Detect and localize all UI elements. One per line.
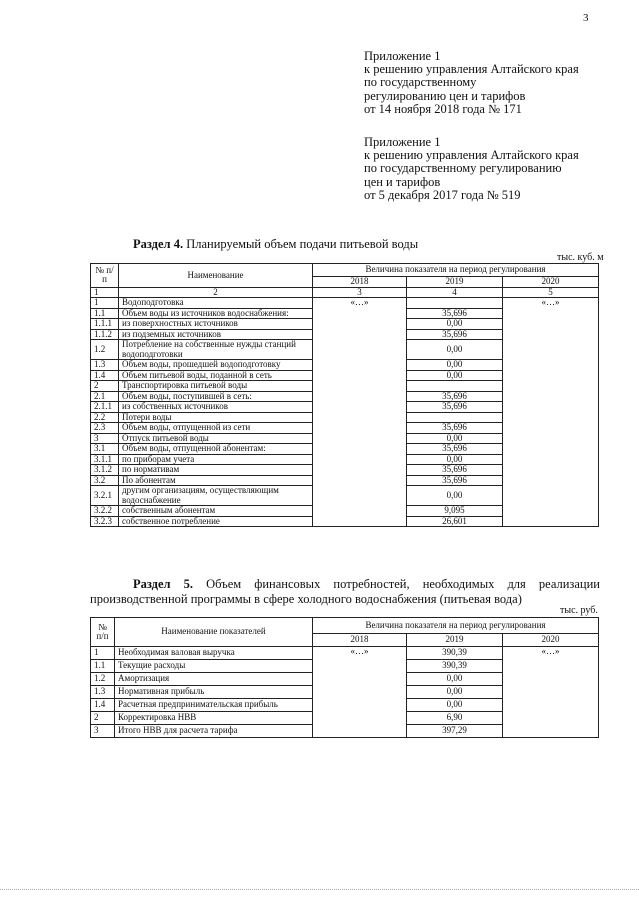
value-2019: 35,696 xyxy=(407,465,503,476)
value-2019: 35,696 xyxy=(407,308,503,319)
column-header-year: 2019 xyxy=(407,634,503,647)
row-number: 3.2.2 xyxy=(91,506,119,517)
row-number: 3.2.1 xyxy=(91,486,119,506)
column-index: 1 xyxy=(91,287,119,298)
value-2019: 397,29 xyxy=(407,725,503,738)
appendix-line: от 14 ноября 2018 года № 171 xyxy=(364,101,522,116)
row-number: 1.4 xyxy=(91,699,115,712)
section-4-heading: Планируемый объем подачи питьевой воды xyxy=(186,237,419,251)
row-number: 2 xyxy=(91,712,115,725)
value-2019 xyxy=(407,298,503,309)
column-header-name: Наименование xyxy=(119,264,313,288)
row-number: 1.3 xyxy=(91,686,115,699)
row-number: 1.2 xyxy=(91,673,115,686)
appendix-line: от 5 декабря 2017 года № 519 xyxy=(364,187,521,202)
value-2019: 0,00 xyxy=(407,319,503,330)
column-header-year: 2020 xyxy=(503,634,599,647)
row-name: Объем питьевой воды, поданной в сеть xyxy=(119,370,313,381)
value-2019: 35,696 xyxy=(407,329,503,340)
row-name: собственным абонентам xyxy=(119,506,313,517)
row-name: Объем воды, отпущенной из сети xyxy=(119,423,313,434)
value-2019: 390,39 xyxy=(407,660,503,673)
value-2019: 0,00 xyxy=(407,370,503,381)
appendix-line: Приложение 1 xyxy=(364,135,441,149)
row-name: Отпуск питьевой воды xyxy=(119,433,313,444)
row-name: Водоподготовка xyxy=(119,298,313,309)
row-name: другим организациям, осуществляющим водоснабжение xyxy=(119,486,313,506)
row-number: 2.3 xyxy=(91,423,119,434)
appendix-line: к решению управления Алтайского края xyxy=(364,148,579,163)
value-2019: 26,601 xyxy=(407,516,503,527)
row-number: 1 xyxy=(91,298,119,309)
row-name: из подземных источников xyxy=(119,329,313,340)
column-header-year: 2018 xyxy=(313,277,407,288)
row-number: 3.2 xyxy=(91,475,119,486)
value-2019: 35,696 xyxy=(407,475,503,486)
value-2019: 35,696 xyxy=(407,444,503,455)
row-name: Корректировка НВВ xyxy=(115,712,313,725)
section-5-label: Раздел 5. xyxy=(133,577,194,591)
table-row xyxy=(91,647,599,660)
section-5-title xyxy=(90,577,600,607)
section-4-label: Раздел 4. xyxy=(133,237,184,251)
row-number: 3.1.1 xyxy=(91,454,119,465)
value-2019: 35,696 xyxy=(407,423,503,434)
row-number: 3 xyxy=(91,725,115,738)
value-2019 xyxy=(407,381,503,392)
value-2018: «…» xyxy=(313,647,407,738)
row-number: 1.1.1 xyxy=(91,319,119,330)
row-name: Объем воды, поступившей в сеть: xyxy=(119,391,313,402)
row-number: 2 xyxy=(91,381,119,392)
value-2020: «…» xyxy=(503,647,599,738)
value-2019: 0,00 xyxy=(407,340,503,360)
value-2019: 0,00 xyxy=(407,454,503,465)
row-name: Объем воды, отпущенной абонентам: xyxy=(119,444,313,455)
section-5-heading: Объем финансовых потребностей, необходимых для реализации производственной программы в сфере холодного водоснабжения (питьевая вода) xyxy=(90,577,600,606)
row-number: 3 xyxy=(91,433,119,444)
value-2019: 0,00 xyxy=(407,360,503,371)
row-name: из поверхностных источников xyxy=(119,319,313,330)
appendix-line: регулированию цен и тарифов xyxy=(364,88,526,103)
row-name: Необходимая валовая выручка xyxy=(115,647,313,660)
row-number: 2.2 xyxy=(91,412,119,423)
value-2019: 35,696 xyxy=(407,402,503,413)
row-name: собственное потребление xyxy=(119,516,313,527)
section-5-unit: тыс. руб. xyxy=(560,605,598,616)
row-name: Объем воды из источников водоснабжения: xyxy=(119,308,313,319)
column-index: 5 xyxy=(503,287,599,298)
row-number: 1.2 xyxy=(91,340,119,360)
value-2019: 35,696 xyxy=(407,391,503,402)
column-header-period: Величина показателя на период регулирования xyxy=(313,618,599,634)
row-number: 1.1 xyxy=(91,660,115,673)
column-index: 3 xyxy=(313,287,407,298)
column-header-number: № п/п xyxy=(91,618,115,647)
appendix-header-current xyxy=(364,50,579,116)
value-2019: 0,00 xyxy=(407,699,503,712)
column-header-year: 2019 xyxy=(407,277,503,288)
appendix-line: Приложение 1 xyxy=(364,49,441,63)
row-name: Итого НВВ для расчета тарифа xyxy=(115,725,313,738)
row-number: 1.4 xyxy=(91,370,119,381)
value-2019: 0,00 xyxy=(407,673,503,686)
row-number: 3.1.2 xyxy=(91,465,119,476)
row-name: Транспортировка питьевой воды xyxy=(119,381,313,392)
table-row xyxy=(91,298,599,309)
column-header-year: 2018 xyxy=(313,634,407,647)
value-2019: 0,00 xyxy=(407,433,503,444)
row-name: по приборам учета xyxy=(119,454,313,465)
row-number: 1.1.2 xyxy=(91,329,119,340)
column-index: 2 xyxy=(119,287,313,298)
column-header-name: Наименование показателей xyxy=(115,618,313,647)
value-2019: 9,095 xyxy=(407,506,503,517)
appendix-line: к решению управления Алтайского края xyxy=(364,62,579,77)
row-name: По абонентам xyxy=(119,475,313,486)
row-name: Амортизация xyxy=(115,673,313,686)
column-header-period: Величина показателя на период регулирования xyxy=(313,264,599,277)
row-number: 1.1 xyxy=(91,308,119,319)
row-number: 3.2.3 xyxy=(91,516,119,527)
appendix-line: по государственному регулированию xyxy=(364,161,562,176)
column-index: 4 xyxy=(407,287,503,298)
appendix-line: по государственному xyxy=(364,75,477,90)
column-header-year: 2020 xyxy=(503,277,599,288)
value-2019: 390,39 xyxy=(407,647,503,660)
section-5-table xyxy=(90,617,599,738)
row-name: Потери воды xyxy=(119,412,313,423)
row-name: по нормативам xyxy=(119,465,313,476)
row-name: Расчетная предпринимательская прибыль xyxy=(115,699,313,712)
value-2018: «…» xyxy=(313,298,407,527)
section-4-unit: тыс. куб. м xyxy=(557,252,604,263)
value-2020: «…» xyxy=(503,298,599,527)
row-name: Потребление на собственные нужды станций водоподготовки xyxy=(119,340,313,360)
row-name: Нормативная прибыль xyxy=(115,686,313,699)
column-header-number: № п/п xyxy=(91,264,119,288)
row-number: 2.1.1 xyxy=(91,402,119,413)
row-number: 1.3 xyxy=(91,360,119,371)
row-name: Объем воды, прошедшей водоподготовку xyxy=(119,360,313,371)
row-number: 2.1 xyxy=(91,391,119,402)
row-name: Текущие расходы xyxy=(115,660,313,673)
section-4-table xyxy=(90,263,599,527)
row-number: 3.1 xyxy=(91,444,119,455)
section-4-title xyxy=(133,237,639,252)
value-2019 xyxy=(407,412,503,423)
row-number: 1 xyxy=(91,647,115,660)
appendix-line: цен и тарифов xyxy=(364,174,441,189)
page-bottom-rule xyxy=(0,889,639,890)
row-name: из собственных источников xyxy=(119,402,313,413)
value-2019: 0,00 xyxy=(407,686,503,699)
value-2019: 6,90 xyxy=(407,712,503,725)
value-2019: 0,00 xyxy=(407,486,503,506)
appendix-header-original xyxy=(364,136,579,202)
page-number: 3 xyxy=(583,12,589,24)
